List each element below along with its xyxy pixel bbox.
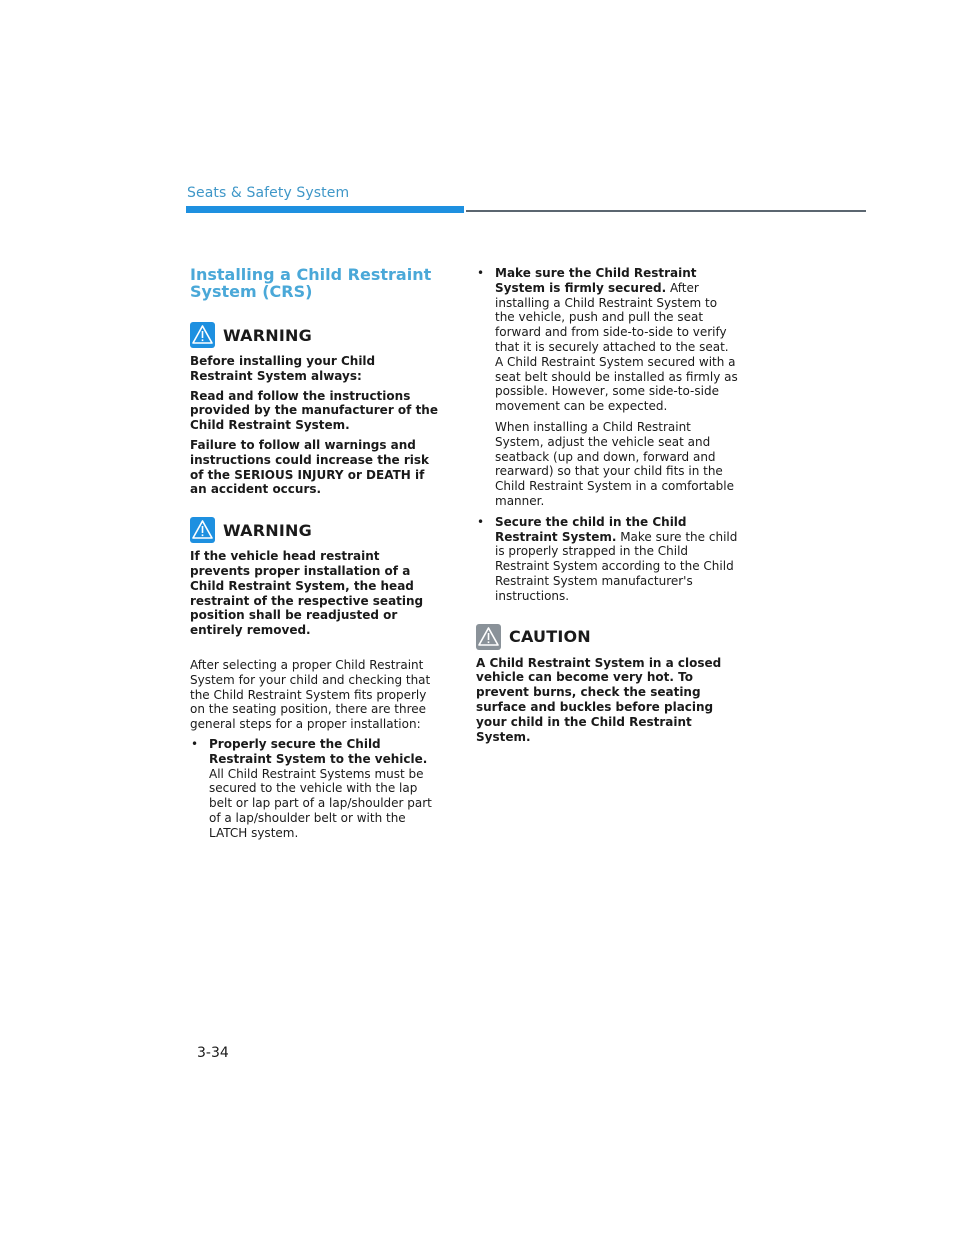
list-item [190,737,440,841]
header-rule [466,210,866,212]
list-item [476,515,738,604]
warning-text: Failure to follow all warnings and instructions could increase the risk of the SERIOUS INJURY or DEATH if an accident occurs. [190,437,429,497]
caution-box [476,624,738,745]
caution-triangle-icon [476,624,501,650]
warning-label: WARNING [223,325,312,345]
section-title: Installing a Child Restraint System (CRS) [190,265,432,301]
list-item-lead: Properly secure the Child Restraint System to the vehicle. [209,736,428,766]
list-item-text: After installing a Child Restraint System to the vehicle, push and pull the seat forward and from side-to-side to verify that it is securely attached to the seat. A Child Restraint System secured with a seat belt should be installed as firmly as possible. However, some side-to-side movement can be expected. [495,280,738,414]
warning-triangle-icon [190,322,215,348]
warning-text: Before installing your Child Restraint System always: [190,354,376,383]
left-column [190,266,440,847]
list-item-lead: Secure the child in the Child Restraint System. [495,514,687,544]
intro-paragraph: After selecting a proper Child Restraint System for your child and checking that the Child Restraint System fits properly on the seating position, there are three general steps for a proper installation: [190,657,431,732]
warning-text: Read and follow the instructions provided by the manufacturer of the Child Restraint System. [190,388,438,433]
list-item-lead: Make sure the Child Restraint System is firmly secured. [495,266,697,295]
warning-triangle-icon [190,517,215,543]
section-header: Seats & Safety System [187,185,350,201]
header-rule-accent [186,206,464,213]
caution-text: A Child Restraint System in a closed vehicle can become very hot. To prevent burns, check the seating surface and buckles before placing your child in the Child Restraint System. [476,655,722,744]
list-item-text: All Child Restraint Systems must be secured to the vehicle with the lap belt or lap part of a lap/shoulder part of a lap/shoulder belt or with the LATCH system. [209,766,432,840]
warning-box-1 [190,322,440,497]
right-column [476,266,738,749]
caution-label: CAUTION [509,627,591,647]
warning-label: WARNING [223,520,312,540]
warning-box-2 [190,517,440,638]
list-item-subparagraph: When installing a Child Restraint System, adjust the vehicle seat and seatback (up and down, forward and rearward) so that your child fits in the Child Restraint System in a comfortable manner. [495,419,734,508]
list-item-text: Make sure the child is properly strapped in the Child Restraint System according to the Child Restraint System manufacturer's instructions. [495,529,738,603]
list-item [476,266,738,414]
page-number: 3-34 [197,1045,229,1061]
warning-text: If the vehicle head restraint prevents proper installation of a Child Restraint System, the head restraint of the respective seating position shall be readjusted or entirely removed. [190,549,424,638]
